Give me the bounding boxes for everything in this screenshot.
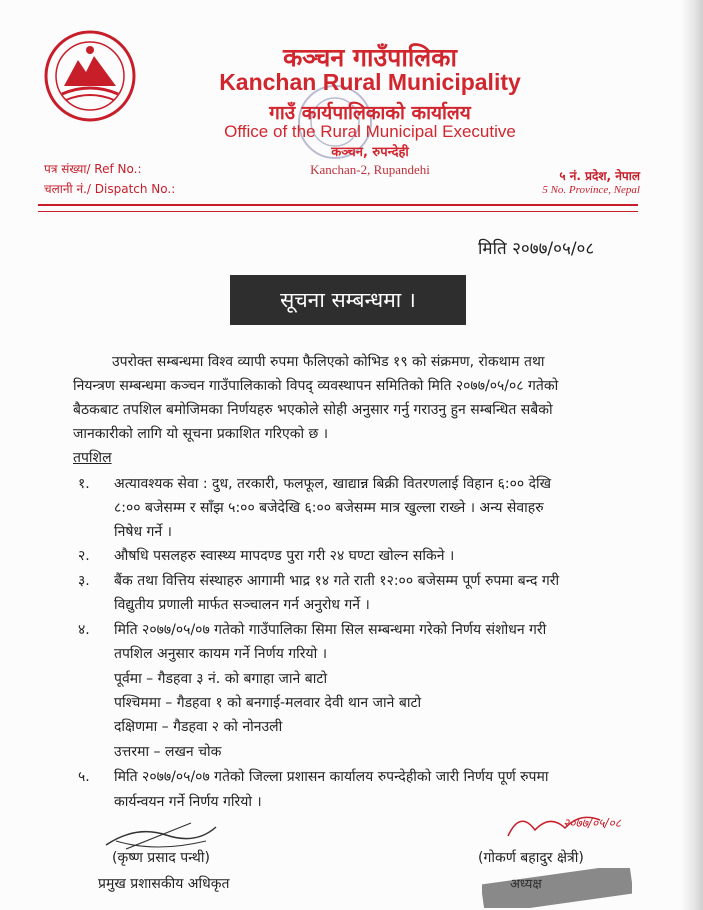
item-number: २. bbox=[78, 548, 90, 564]
item-line: बैंक तथा वित्तिय संस्थाहरु आगामी भाद्र १४ गते राती १२:०० बजेसम्म पूर्ण रुपमा बन्द गरी bbox=[114, 573, 560, 589]
boundary-east: पूर्वमा – गैडहवा ३ नं. को बगाहा जाने बाटो bbox=[114, 671, 328, 687]
item-number: १. bbox=[78, 476, 90, 492]
chairman-stamp bbox=[482, 868, 632, 908]
signature-date-note: २०७७/०५/०८ bbox=[563, 816, 622, 830]
place-english: Kanchan-2, Rupandehi bbox=[310, 162, 430, 177]
header-rule-thin bbox=[38, 211, 638, 212]
item-line: मिति २०७७/०५/०७ गतेको गाउँपालिका सिमा सिल सम्बन्धमा गरेको निर्णय संशोधन गरी bbox=[114, 622, 547, 638]
item-line: विद्युतीय प्रणाली मार्फत सञ्चालन गर्न अनुरोध गर्ने । bbox=[114, 597, 370, 613]
municipality-name-english: Kanchan Rural Municipality bbox=[219, 69, 521, 95]
intro-line: नियन्त्रण सम्बन्धमा कञ्चन गाउँपालिकाको विपद् व्यवस्थापन समितिको मिति २०७७/०५/०८ गतेको bbox=[73, 378, 559, 394]
item-number: ३. bbox=[78, 573, 90, 589]
item-line: कार्यन्वयन गर्ने निर्णय गरियो । bbox=[114, 794, 262, 810]
notice-title: सूचना सम्बन्धमा । bbox=[230, 275, 466, 325]
item-line: तपशिल अनुसार कायम गर्ने निर्णय गरियो । bbox=[114, 646, 327, 662]
item-number: ४. bbox=[78, 622, 90, 638]
item-line: ८:०० बजेसम्म र साँझ ५:०० बजेदेखि ६:०० बजेसम्म मात्र खुल्ला राख्ने । अन्य सेवाहरु bbox=[114, 500, 544, 516]
ref-number-label: पत्र संख्या/ Ref No.: bbox=[44, 162, 142, 176]
item-line: औषधि पसलहरु स्वास्थ्य मापदण्ड पुरा गरी २४ घण्टा खोल्न सकिने । bbox=[114, 548, 455, 564]
notice-date: मिति २०७७/०५/०८ bbox=[478, 239, 595, 259]
page-edge bbox=[681, 0, 703, 910]
province-english: 5 No. Province, Nepal bbox=[542, 184, 640, 196]
header-rule bbox=[38, 204, 638, 206]
office-name-nepali: गाउँ कार्यपालिकाको कार्यालय bbox=[269, 102, 471, 124]
signatory-left-title: प्रमुख प्रशासकीय अधिकृत bbox=[98, 876, 230, 892]
item-line: मिति २०७७/०५/०७ गतेको जिल्ला प्रशासन कार्यालय रुपन्देहीको जारी निर्णय पूर्ण रुपमा bbox=[114, 769, 549, 785]
boundary-south: दक्षिणमा – गैडहवा २ को नोनउली bbox=[114, 719, 283, 735]
boundary-north: उत्तरमा – लखन चोक bbox=[114, 744, 222, 760]
signatory-left-name: (कृष्ण प्रसाद पन्थी) bbox=[112, 850, 210, 866]
intro-line: जानकारीको लागि यो सूचना प्रकाशित गरिएको छ । bbox=[73, 426, 329, 442]
boundary-west: पश्चिममा – गैडहवा १ को बनगाई-मलवार देवी थान जाने बाटो bbox=[114, 695, 422, 711]
signatory-right-name: (गोकर्ण बहादुर क्षेत्री) bbox=[478, 850, 584, 866]
municipality-logo bbox=[44, 30, 136, 122]
intro-line: उपरोक्त सम्बन्धमा विश्व व्यापी रुपमा फैलिएको कोभिड १९ को संक्रमण, रोकथाम तथा bbox=[112, 354, 545, 370]
details-heading: तपशिल bbox=[73, 450, 112, 466]
dispatch-number-label: चलानी नं./ Dispatch No.: bbox=[44, 182, 176, 196]
place-nepali: कञ्चन, रुपन्देही bbox=[331, 145, 409, 160]
province-nepali: ५ नं. प्रदेश, नेपाल bbox=[559, 169, 640, 183]
intro-line: बैठकबाट तपशिल बमोजिमका निर्णयहरु भएकोले सोही अनुसार गर्नु गराउनु हुन सम्बन्धित सबैको bbox=[73, 402, 553, 418]
item-number: ५. bbox=[78, 769, 90, 785]
office-name-english: Office of the Rural Municipal Executive bbox=[224, 122, 516, 141]
item-line: निषेध गर्ने । bbox=[114, 524, 172, 540]
municipality-name-nepali: कञ्चन गाउँपालिका bbox=[283, 43, 457, 72]
item-line: अत्यावश्यक सेवा : दुध, तरकारी, फलफूल, खाद्यान्न बिक्री वितरणलाई विहान ६:०० देखि bbox=[114, 476, 552, 492]
